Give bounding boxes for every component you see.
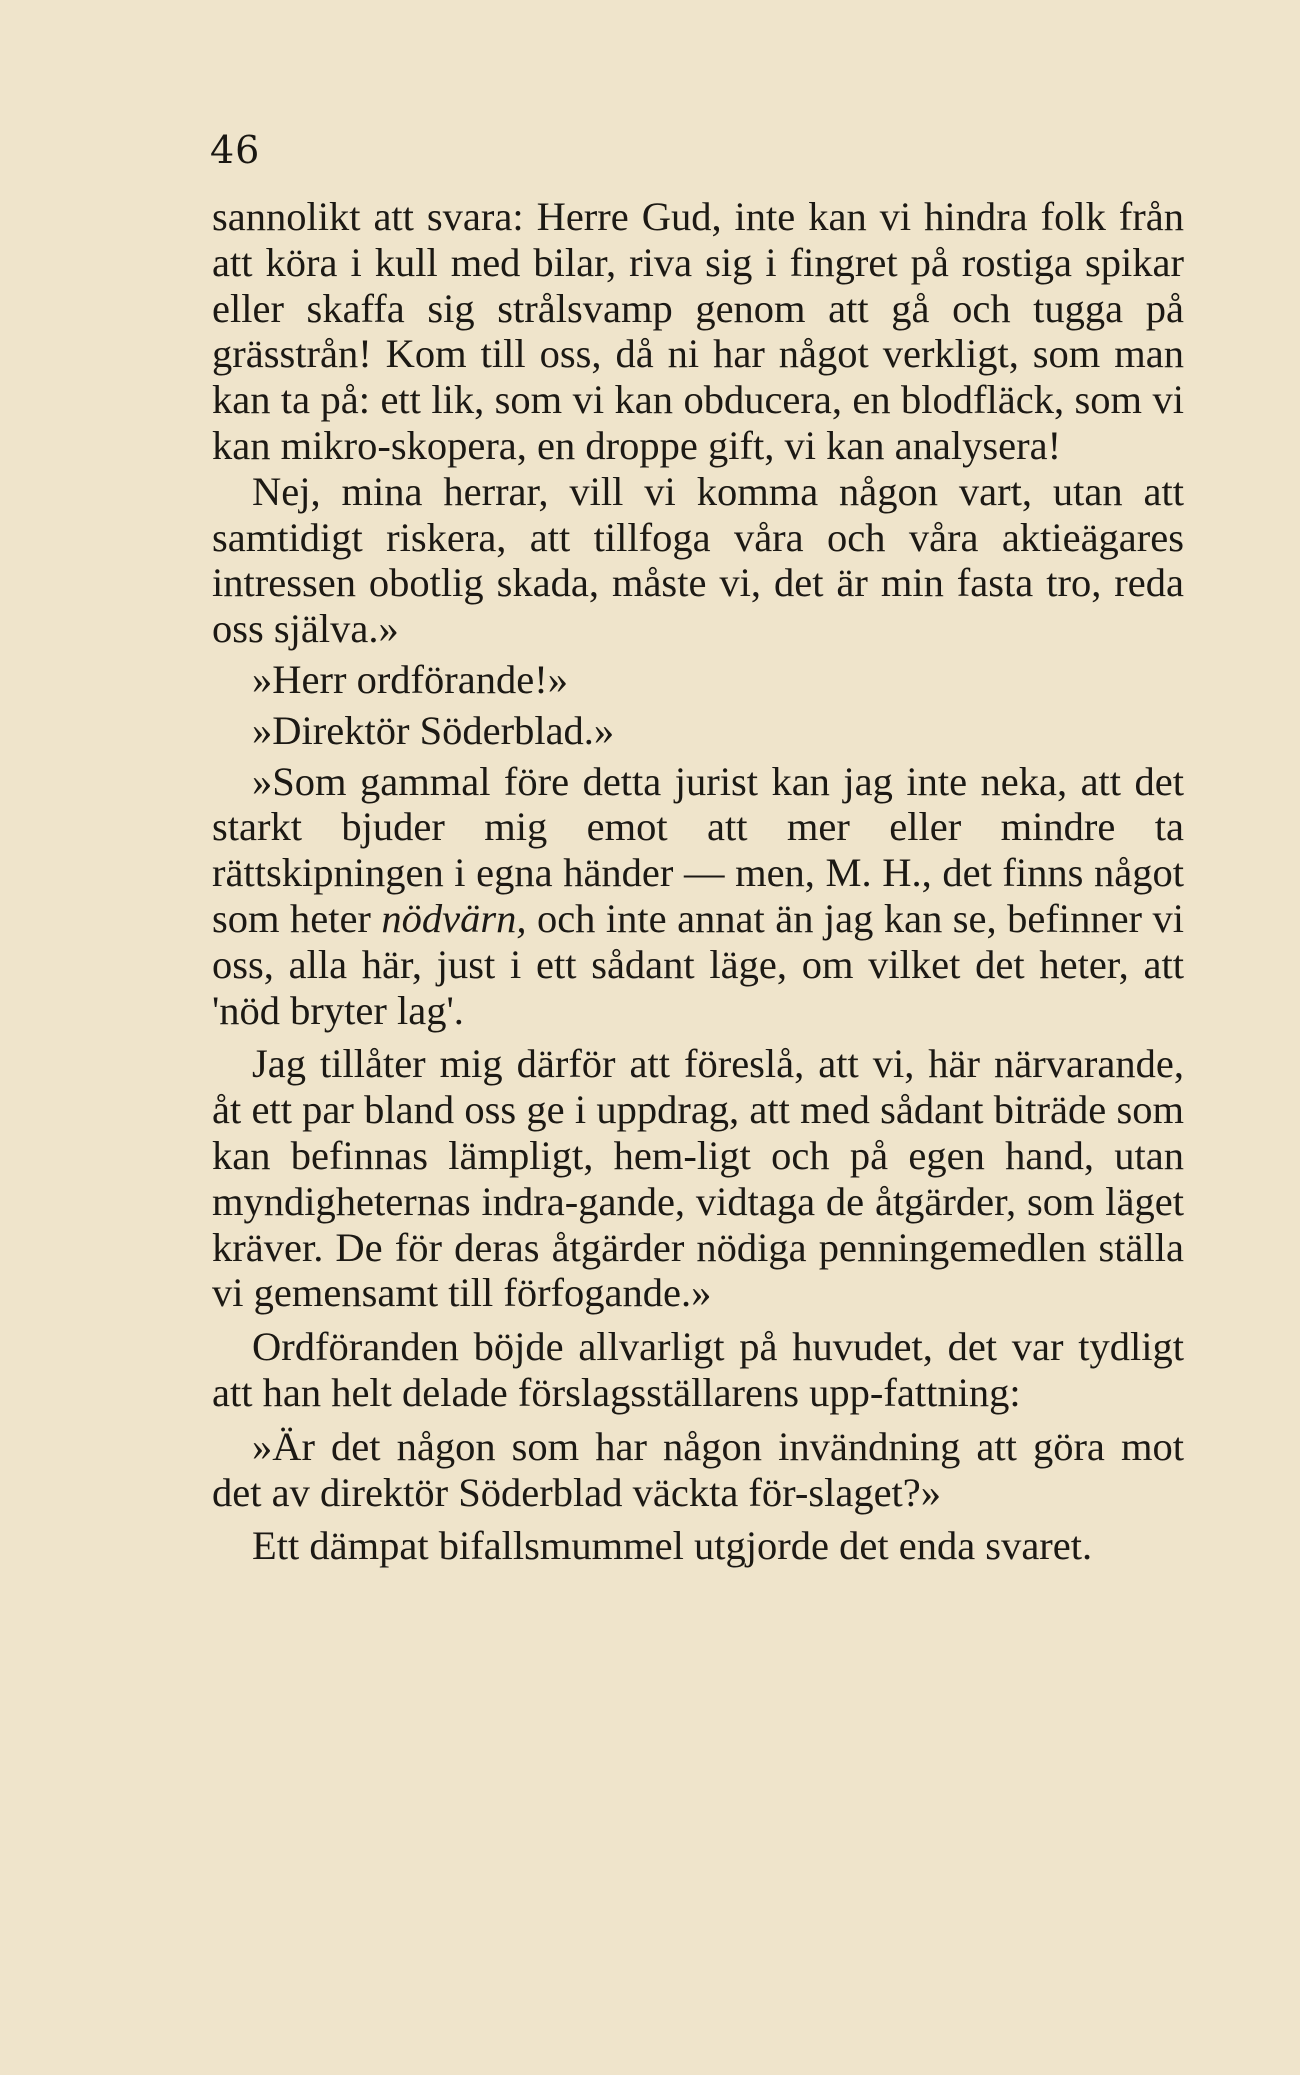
paragraph-5-text-after: och inte annat än jag kan se, befinner vi oss, alla här, just i ett sådant läge, om vilket det heter, att 'nöd bryter lag'. xyxy=(212,895,1184,1033)
paragraph-5 xyxy=(212,759,1184,1034)
paragraph-2: Nej, mina herrar, vill vi komma någon vart, utan att samtidigt riskera, att tillfoga våra och våra aktieägares intressen obotlig skada, måste vi, det är min fasta tro, reda oss själva.» xyxy=(212,468,1184,652)
paragraph-3: »Herr ordförande!» xyxy=(252,656,568,702)
paragraph-6: Jag tillåter mig därför att föreslå, att vi, här närvarande, åt ett par bland oss ge i uppdrag, att med sådant biträde som kan befinnas lämpligt, hem-ligt och på egen hand, utan myndigheternas indra-gande, vidtaga de åtgärder, som läget kräver. De för deras åtgärder nödiga penningemedlen ställa vi gemensamt till förfogande.» xyxy=(212,1041,1184,1316)
paragraph-5-italic-term: nödvärn, xyxy=(381,895,527,941)
paragraph-7: Ordföranden böjde allvarligt på huvudet, det var tydligt att han helt delade förslagsställarens upp-fattning: xyxy=(212,1324,1184,1415)
paragraph-9: Ett dämpat bifallsmummel utgjorde det enda svaret. xyxy=(252,1523,1093,1569)
paragraph-4: »Direktör Söderblad.» xyxy=(252,707,615,753)
page-number: 46 xyxy=(210,128,261,172)
paragraph-8: »Är det någon som har någon invändning att göra mot det av direktör Söderblad väckta för-slaget?» xyxy=(212,1423,1184,1515)
paragraph-1: sannolikt att svara: Herre Gud, inte kan vi hindra folk från att köra i kull med bilar, riva sig i fingret på rostiga spikar eller skaffa sig strålsvamp genom att gå och tugga på grässtrån! Kom till oss, då ni har något verkligt, som man kan ta på: ett lik, som vi kan obducera, en blodfläck, som vi kan mikro-skopera, en droppe gift, vi kan analysera! xyxy=(212,194,1184,468)
body-text xyxy=(212,194,1184,1569)
paragraph-5-text-before: »Som gammal före detta jurist kan jag inte neka, att det starkt bjuder mig emot att mer eller mindre ta rättskipningen i egna händer — men, M. H., det finns något som heter xyxy=(212,758,1184,941)
